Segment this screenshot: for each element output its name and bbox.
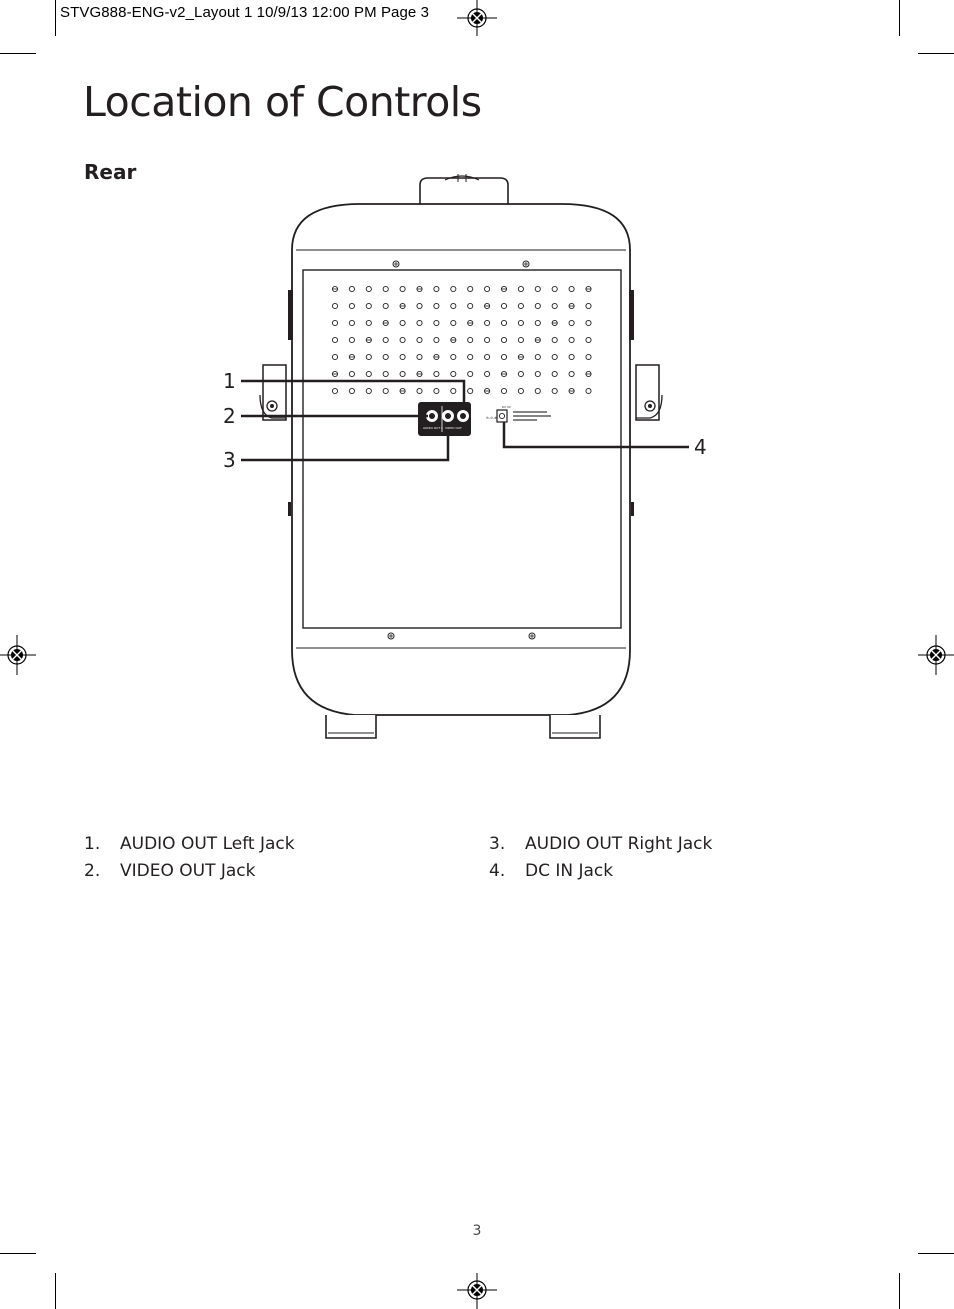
callout-number: 4 (694, 435, 707, 459)
legend-item (84, 834, 295, 854)
crop-mark (0, 1253, 36, 1254)
legend-label: DC IN Jack (525, 861, 614, 881)
legend-number: 2. (84, 861, 101, 881)
crop-mark (899, 0, 900, 36)
crop-mark (55, 0, 56, 36)
registration-mark-icon (457, 0, 497, 36)
svg-text:VIDEO OUT: VIDEO OUT (445, 426, 462, 430)
page-number: 3 (472, 1223, 482, 1239)
registration-mark-icon (457, 1273, 497, 1309)
callout-number: 2 (223, 404, 236, 428)
legend-label: AUDIO OUT Left Jack (120, 834, 295, 854)
registration-mark-icon (0, 635, 36, 675)
crop-mark (0, 53, 36, 54)
legend-label: AUDIO OUT Right Jack (525, 834, 713, 854)
svg-text:AUDIO OUT L: AUDIO OUT L (423, 426, 443, 430)
rear-panel-figure (200, 170, 740, 750)
print-slug: STVG888-ENG-v2_Layout 1 10/9/13 12:00 PM Page 3 (60, 4, 430, 21)
svg-text:⊖-⊙-⊕: ⊖-⊙-⊕ (486, 416, 498, 420)
legend-item (489, 834, 712, 854)
legend-item (84, 861, 256, 881)
crop-mark (918, 1253, 954, 1254)
svg-text:DC IN: DC IN (502, 405, 511, 409)
legend-number: 4. (489, 861, 506, 881)
crop-mark (899, 1273, 900, 1309)
legend-number: 3. (489, 834, 506, 854)
callout-number: 3 (223, 448, 236, 472)
legend-label: VIDEO OUT Jack (120, 861, 256, 881)
registration-mark-icon (918, 635, 954, 675)
legend-number: 1. (84, 834, 101, 854)
legend-item (489, 861, 613, 881)
page-title: Location of Controls (83, 78, 482, 126)
callout-number: 1 (223, 369, 236, 393)
crop-mark (918, 53, 954, 54)
crop-mark (55, 1273, 56, 1309)
section-heading: Rear (84, 160, 137, 184)
